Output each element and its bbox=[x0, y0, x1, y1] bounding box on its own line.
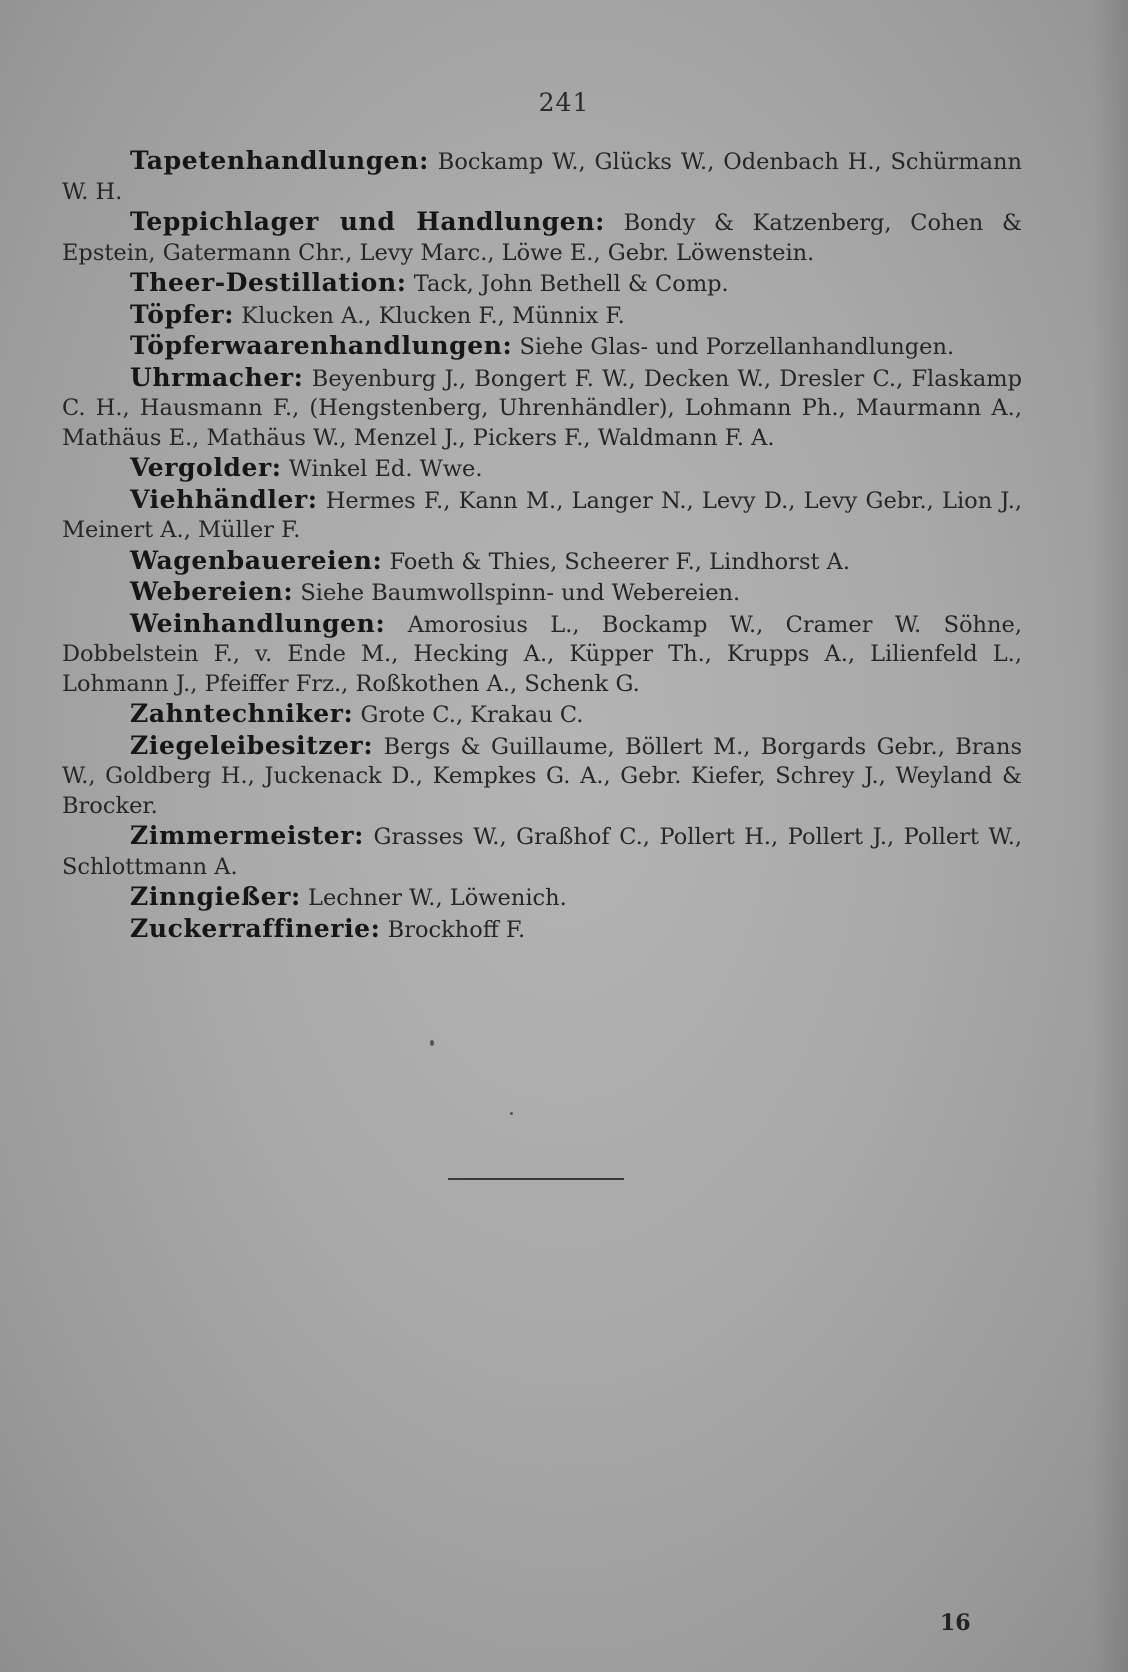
entry-text: Amorosius L., Bockamp W., Cramer W. Söhne, Dobbelstein F., v. Ende M., Hecking A., Küpper Th., Krupps A., Lilienfeld L., Lohmann J., Pfeiffer Frz., Roßkothen A., Schenk G. bbox=[62, 611, 1022, 697]
entry-heading: Uhrmacher: bbox=[130, 362, 304, 392]
section-end-rule bbox=[448, 1178, 624, 1180]
entry-text: Winkel Ed. Wwe. bbox=[288, 456, 483, 482]
entry-text: Siehe Glas- und Porzellanhandlungen. bbox=[519, 334, 955, 360]
entry-heading: Töpferwaarenhandlungen: bbox=[130, 331, 513, 360]
entry-heading: Zuckerraffinerie: bbox=[130, 913, 381, 943]
entry-vergolder bbox=[62, 453, 1022, 485]
entry-text: Bockamp W., Glücks W., Odenbach H., Schürmann W. H. bbox=[62, 149, 1022, 205]
entry-heading: Weinhandlungen: bbox=[130, 608, 386, 638]
entry-heading: Zimmermeister: bbox=[130, 821, 364, 850]
signature-mark: 16 bbox=[940, 1610, 971, 1636]
entry-heading: Vergolder: bbox=[130, 453, 282, 482]
entry-zimmermeister bbox=[62, 821, 1022, 882]
entry-teppichlager bbox=[62, 207, 1022, 268]
entry-text: Foeth & Thies, Scheerer F., Lindhorst A. bbox=[389, 548, 851, 575]
entry-theer-destillation bbox=[62, 268, 1022, 300]
entry-webereien bbox=[62, 577, 1022, 609]
entry-heading: Teppichlager und Handlungen: bbox=[130, 207, 605, 236]
directory-entries bbox=[62, 146, 1022, 945]
entry-zuckerraffinerie bbox=[62, 914, 1022, 946]
entry-heading: Tapetenhandlungen: bbox=[130, 146, 429, 175]
entry-text: Hermes F., Kann M., Langer N., Levy D., Levy Gebr., Lion J., Meinert A., Müller F. bbox=[62, 487, 1022, 543]
entry-viehhaendler bbox=[62, 485, 1022, 546]
entry-heading: Zinngießer: bbox=[130, 882, 301, 911]
entry-zahntechniker bbox=[62, 699, 1022, 731]
entry-heading: Theer-Destillation: bbox=[130, 268, 407, 297]
paper-speck bbox=[430, 1040, 434, 1046]
entry-heading: Webereien: bbox=[130, 577, 294, 606]
entry-text: Beyenburg J., Bongert F. W., Decken W., Dresler C., Flaskamp C. H., Hausmann F., (Hengstenberg, Uhrenhändler), Lohmann Ph., Maurmann A., Mathäus E., Mathäus W., Menzel J., Pickers F., Waldmann F. A. bbox=[62, 365, 1022, 451]
entry-text: Siehe Baumwollspinn- und Webereien. bbox=[300, 580, 741, 606]
entry-heading: Wagenbauereien: bbox=[130, 545, 383, 575]
entry-text: Brockhoff F. bbox=[387, 916, 526, 943]
entry-ziegeleibesitzer bbox=[62, 731, 1022, 822]
entry-heading: Zahntechniker: bbox=[130, 699, 354, 728]
entry-wagenbauereien bbox=[62, 546, 1022, 578]
entry-toepfer bbox=[62, 300, 1022, 332]
page-edge-shadow bbox=[1092, 0, 1128, 1672]
entry-text: Lechner W., Löwenich. bbox=[308, 885, 567, 911]
entry-weinhandlungen bbox=[62, 609, 1022, 700]
entry-text: Bergs & Guillaume, Böllert M., Borgards Gebr., Brans W., Goldberg H., Juckenack D., Kempkes G. A., Gebr. Kiefer, Schrey J., Weyland & Brocker. bbox=[62, 733, 1023, 819]
entry-text: Tack, John Bethell & Comp. bbox=[413, 271, 729, 297]
entry-text: Klucken A., Klucken F., Münnix F. bbox=[241, 302, 625, 329]
entry-heading: Ziegeleibesitzer: bbox=[130, 730, 374, 760]
entry-zinngiesser bbox=[62, 882, 1022, 914]
entry-heading: Viehhändler: bbox=[130, 484, 318, 514]
entry-text: Grote C., Krakau C. bbox=[360, 702, 584, 728]
entry-uhrmacher bbox=[62, 363, 1022, 454]
entry-text: Grasses W., Graßhof C., Pollert H., Pollert J., Pollert W., Schlottmann A. bbox=[62, 824, 1022, 880]
entry-tapetenhandlungen bbox=[62, 146, 1022, 207]
paper-speck bbox=[510, 1112, 513, 1115]
entry-text: Bondy & Katzenberg, Cohen & Epstein, Gatermann Chr., Levy Marc., Löwe E., Gebr. Löwenstein. bbox=[62, 210, 1022, 266]
entry-toepferwaarenhandlungen bbox=[62, 331, 1022, 363]
page-number: 241 bbox=[538, 88, 590, 117]
entry-heading: Töpfer: bbox=[130, 299, 235, 329]
